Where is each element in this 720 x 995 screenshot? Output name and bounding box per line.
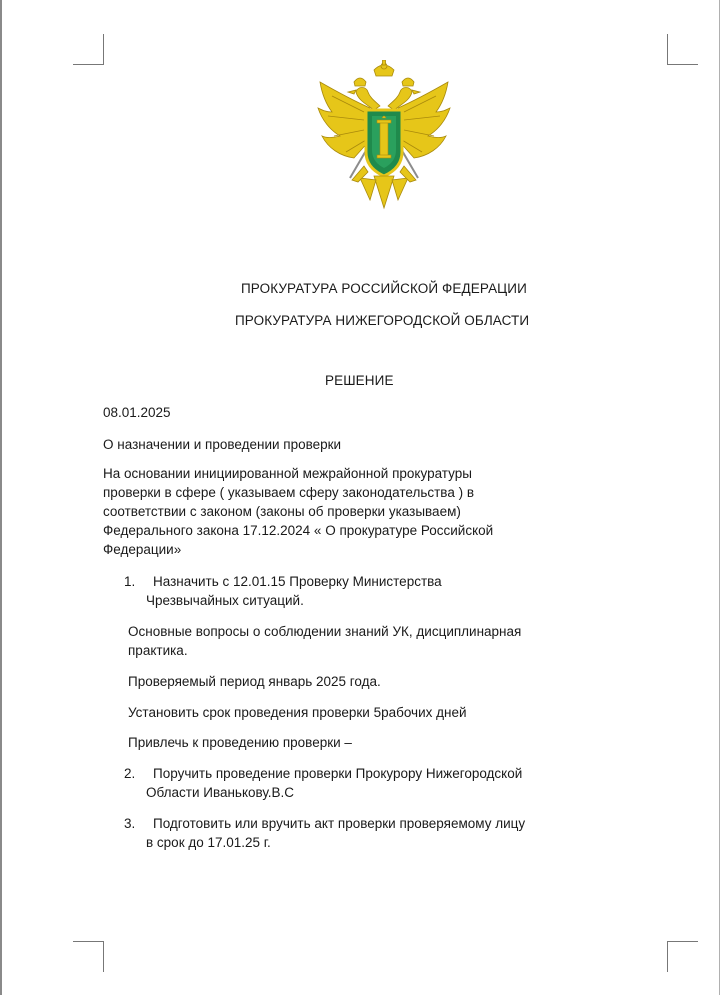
crop-mark-bottom-left xyxy=(73,941,104,972)
preamble-line: проверки в сфере ( указываем сферу законодательства ) в xyxy=(103,485,475,500)
document-date: 08.01.2025 xyxy=(103,405,171,420)
list-item-text: Назначить с 12.01.15 Проверку Министерства xyxy=(153,574,442,589)
term-paragraph: Установить срок проведения проверки 5рабочих дней xyxy=(128,705,467,720)
questions-line: Основные вопросы о соблюдении знаний УК, дисциплинарная xyxy=(128,624,522,639)
list-item-text: Подготовить или вручить акт проверки проверяемому лицу xyxy=(153,816,526,831)
involve-paragraph: Привлечь к проведению проверки – xyxy=(128,735,352,750)
period-paragraph: Проверяемый период январь 2025 года. xyxy=(128,674,381,689)
list-item-number: 2. xyxy=(124,766,136,781)
crop-mark-top-left xyxy=(73,34,104,65)
document-subject: О назначении и проведении проверки xyxy=(103,437,342,452)
page-left-edge xyxy=(0,0,2,995)
list-item-number: 3. xyxy=(124,816,136,831)
double-headed-eagle-emblem-icon xyxy=(312,60,456,210)
crop-mark-top-right xyxy=(667,34,698,65)
org-line-1: ПРОКУРАТУРА РОССИЙСКОЙ ФЕДЕРАЦИИ xyxy=(241,281,527,296)
preamble-line: Федерации» xyxy=(103,542,182,557)
list-item-text: Поручить проведение проверки Прокурору Нижегородской xyxy=(153,766,523,781)
list-item-text: в срок до 17.01.25 г. xyxy=(146,835,271,850)
crop-mark-bottom-right xyxy=(667,941,698,972)
preamble-line: На основании инициированной межрайонной прокуратуры xyxy=(103,466,472,481)
org-line-2: ПРОКУРАТУРА НИЖЕГОРОДСКОЙ ОБЛАСТИ xyxy=(235,313,530,328)
preamble-line: Федерального закона 17.12.2024 « О прокуратуре Российской xyxy=(103,523,494,538)
list-item-text: Области Иванькову.В.С xyxy=(146,785,295,800)
questions-line: практика. xyxy=(128,643,188,658)
list-item-number: 1. xyxy=(124,574,136,589)
preamble-line: соответствии с законом (законы об проверки указываем) xyxy=(103,504,461,519)
list-item-text: Чрезвычайных ситуаций. xyxy=(146,593,304,608)
document-title: РЕШЕНИЕ xyxy=(325,373,394,388)
